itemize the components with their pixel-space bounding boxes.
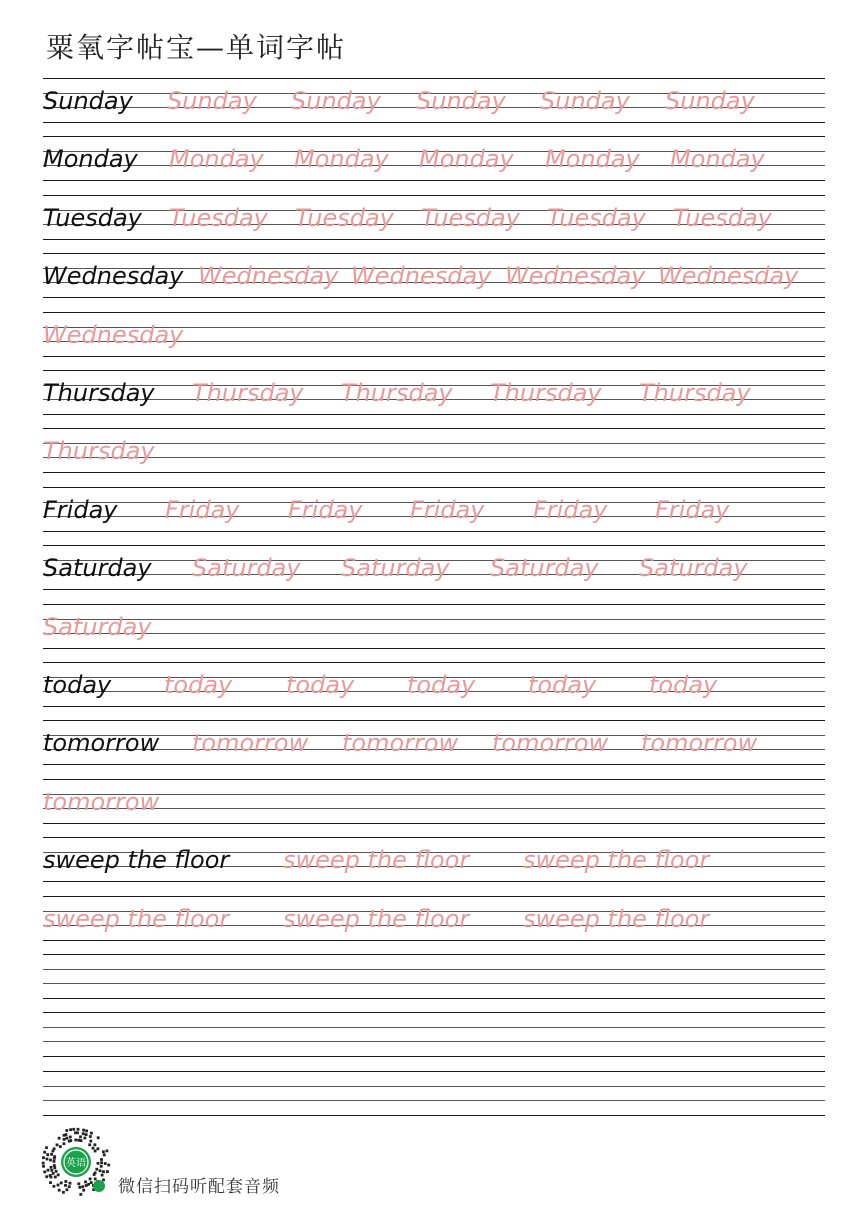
trace-word: Thursday (43, 437, 155, 466)
guide-line (43, 195, 825, 196)
guide-line (43, 823, 825, 824)
guide-line (43, 1086, 825, 1087)
trace-word: Sunday (167, 87, 257, 115)
trace-word: tomorrow (192, 729, 309, 758)
trace-word: sweep the floor (283, 904, 470, 933)
guide-line (43, 297, 825, 298)
qr-code-icon[interactable] (40, 1126, 112, 1198)
guide-line (43, 1100, 825, 1101)
trace-word: Monday (545, 145, 640, 174)
guide-line (43, 136, 825, 137)
guide-line (43, 794, 825, 795)
model-word: sweep the floor (43, 846, 230, 875)
guide-line (43, 1115, 825, 1116)
trace-word: sweep the floor (523, 904, 710, 933)
guide-line (43, 969, 825, 970)
trace-word: Sunday (665, 87, 755, 115)
trace-word: Saturday (192, 554, 301, 583)
model-word: Saturday (43, 554, 152, 583)
trace-word: Tuesday (421, 203, 520, 232)
guide-line (43, 589, 825, 590)
guide-line (43, 472, 825, 473)
guide-line (43, 428, 825, 429)
trace-word: Friday (410, 495, 485, 524)
model-word: Tuesday (43, 203, 142, 232)
guide-line (43, 1056, 825, 1057)
guide-line (43, 1012, 825, 1013)
qr-badge-label: 英语 (66, 1158, 86, 1169)
trace-word: tomorrow (43, 787, 160, 816)
guide-line (43, 983, 825, 984)
trace-word: Wednesday (43, 320, 184, 349)
trace-word: Wednesday (198, 262, 339, 291)
trace-word: Friday (165, 495, 240, 524)
guide-line (43, 998, 825, 999)
guide-line (43, 414, 825, 415)
guide-line (43, 312, 825, 313)
trace-word: today (286, 671, 355, 699)
practice-sheet (43, 0, 825, 1227)
model-word: Wednesday (43, 262, 184, 291)
guide-line (43, 356, 825, 357)
trace-word: Thursday (639, 379, 751, 407)
trace-word: Monday (419, 145, 514, 174)
model-word: Thursday (43, 379, 155, 407)
trace-word: Wednesday (351, 262, 492, 291)
trace-word: Saturday (341, 554, 450, 583)
guide-line (43, 779, 825, 780)
trace-word: Monday (294, 145, 389, 174)
trace-word: Friday (533, 495, 608, 524)
guide-line (43, 1041, 825, 1042)
trace-word: Tuesday (547, 203, 646, 232)
model-word: Monday (43, 145, 138, 174)
guide-line (43, 954, 825, 955)
trace-word: Sunday (416, 87, 506, 115)
model-word: today (43, 671, 112, 699)
guide-line (43, 808, 825, 809)
trace-word: Friday (288, 495, 363, 524)
model-word: Sunday (43, 87, 133, 115)
guide-line (43, 370, 825, 371)
model-word: Friday (43, 495, 118, 524)
guide-line (43, 764, 825, 765)
guide-line (43, 1027, 825, 1028)
guide-line (43, 633, 825, 634)
guide-line (43, 662, 825, 663)
trace-word: today (649, 671, 718, 699)
footer-scan-text: 微信扫码听配套音频 (118, 1177, 280, 1197)
trace-word: Sunday (291, 87, 381, 115)
trace-word: Thursday (341, 379, 453, 407)
page-title: 粟氧字帖宝—单词字帖 (46, 31, 347, 64)
guide-line (43, 545, 825, 546)
trace-word: Tuesday (295, 203, 394, 232)
trace-word: sweep the floor (43, 904, 230, 933)
trace-word: Tuesday (169, 203, 268, 232)
trace-word: tomorrow (342, 729, 459, 758)
guide-line (43, 443, 825, 444)
guide-line (43, 180, 825, 181)
guide-line (43, 940, 825, 941)
guide-line (43, 706, 825, 707)
trace-word: today (164, 671, 233, 699)
trace-word: Saturday (43, 612, 152, 641)
trace-word: Saturday (639, 554, 748, 583)
guide-line (43, 896, 825, 897)
trace-word: tomorrow (492, 729, 609, 758)
trace-word: sweep the floor (283, 846, 470, 875)
trace-word: Thursday (192, 379, 304, 407)
trace-word: tomorrow (641, 729, 758, 758)
trace-word: Tuesday (673, 203, 772, 232)
guide-line (43, 881, 825, 882)
trace-word: today (407, 671, 476, 699)
guide-line (43, 531, 825, 532)
guide-line (43, 837, 825, 838)
trace-word: sweep the floor (523, 846, 710, 875)
trace-word: Thursday (490, 379, 602, 407)
model-word: tomorrow (43, 729, 160, 758)
trace-word: Monday (169, 145, 264, 174)
trace-word: Wednesday (505, 262, 646, 291)
trace-word: Monday (670, 145, 765, 174)
guide-line (43, 1071, 825, 1072)
trace-word: Friday (655, 495, 730, 524)
trace-word: Sunday (540, 87, 630, 115)
guide-line (43, 720, 825, 721)
guide-line (43, 619, 825, 620)
guide-line (43, 239, 825, 240)
guide-line (43, 457, 825, 458)
guide-line (43, 78, 825, 79)
trace-word: Wednesday (658, 262, 799, 291)
guide-line (43, 648, 825, 649)
guide-line (43, 253, 825, 254)
guide-line (43, 487, 825, 488)
guide-line (43, 604, 825, 605)
trace-word: today (528, 671, 597, 699)
footer (40, 1126, 440, 1200)
guide-line (43, 122, 825, 123)
trace-word: Saturday (490, 554, 599, 583)
